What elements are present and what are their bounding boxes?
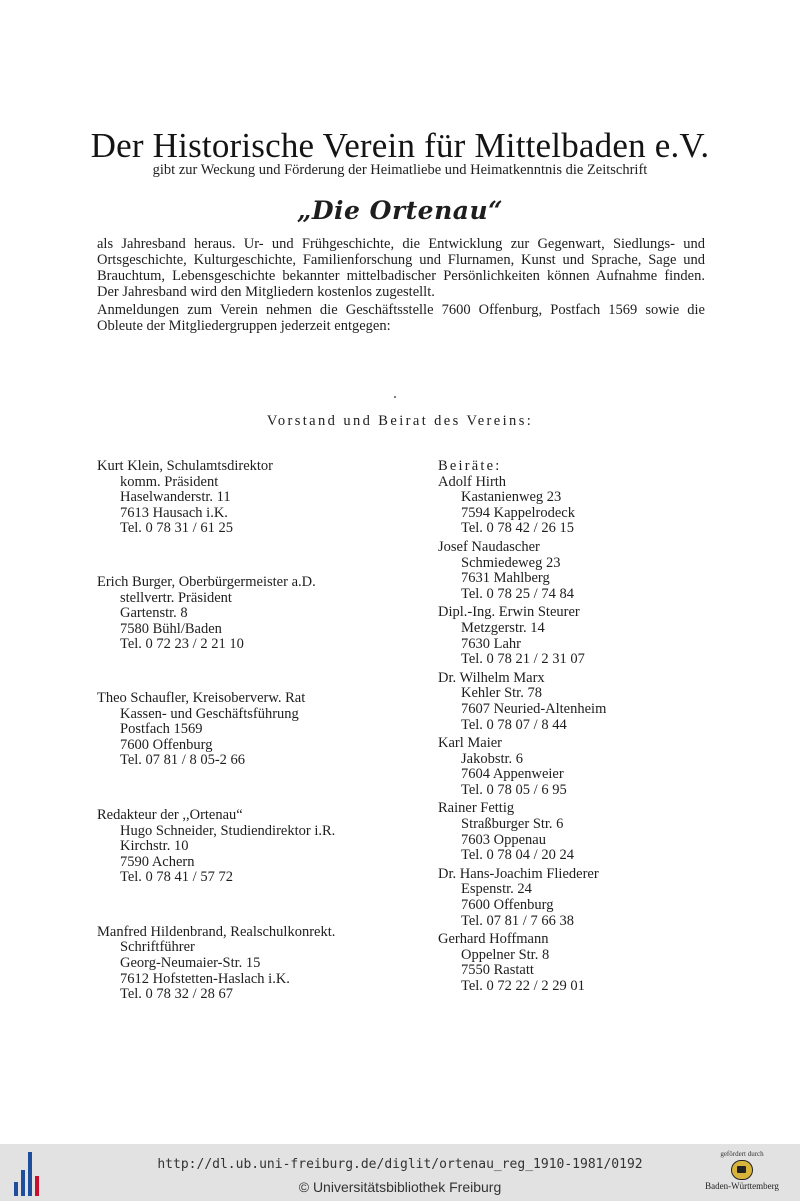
entry-line: Schmiedeweg 23 <box>461 554 561 571</box>
section-title: Vorstand und Beirat des Vereins: <box>266 413 534 429</box>
beirat-entry <box>438 540 758 602</box>
entry-line: 7580 Bühl/Baden <box>120 620 222 637</box>
entry-line: Tel. 0 78 42 / 26 15 <box>461 520 574 537</box>
vorstand-entry <box>97 459 417 537</box>
footer-bar <box>0 1144 800 1201</box>
entry-name: Manfred Hildenbrand, Realschulkonrekt. <box>97 923 336 940</box>
entry-line: Kastanienweg 23 <box>461 489 562 506</box>
entry-line: Oppelner Str. 8 <box>461 946 550 963</box>
copyright-notice: © Universitätsbibliothek Freiburg <box>298 1179 502 1195</box>
beirat-entry <box>438 801 758 863</box>
page-title: Der Historische Verein für Mittelbaden e.V. <box>90 126 710 165</box>
entry-line: Gartenstr. 8 <box>120 605 188 622</box>
vorstand-entry <box>97 691 417 769</box>
beirat-entry <box>438 605 758 667</box>
beirat-column <box>438 459 758 998</box>
entry-line: Schriftführer <box>120 939 195 956</box>
page-speck <box>394 396 396 398</box>
entry-name: Rainer Fettig <box>438 800 515 817</box>
entry-line: 7607 Neuried-Altenheim <box>461 700 607 717</box>
entry-line: Tel. 0 78 31 / 61 25 <box>120 520 233 537</box>
entry-line: 7600 Offenburg <box>461 897 554 914</box>
vorstand-entry <box>97 925 417 1003</box>
entry-name: Gerhard Hoffmann <box>438 931 549 948</box>
entry-line: Kehler Str. 78 <box>461 685 542 702</box>
entry-name: Erich Burger, Oberbürgermeister a.D. <box>97 573 316 590</box>
entry-line: Tel. 0 78 04 / 20 24 <box>461 847 574 864</box>
entry-name: Theo Schaufler, Kreisoberverw. Rat <box>97 689 306 706</box>
logo-caption: gefördert durch <box>720 1150 764 1158</box>
entry-line: 7594 Kappelrodeck <box>461 504 575 521</box>
entry-name: Redakteur der ,,Ortenau“ <box>97 806 243 823</box>
entry-line: komm. Präsident <box>120 473 219 490</box>
entry-line: 7630 Lahr <box>461 635 521 652</box>
entry-line: 7613 Hausach i.K. <box>120 504 228 521</box>
entry-name: Adolf Hirth <box>438 473 507 490</box>
entry-name: Dr. Hans-Joachim Fliederer <box>438 865 599 882</box>
entry-line: Tel. 0 72 22 / 2 29 01 <box>461 978 585 994</box>
entry-line: Georg-Neumaier-Str. 15 <box>120 955 261 972</box>
beirat-heading: Beiräte: <box>438 458 502 474</box>
beirat-entry <box>438 475 758 537</box>
entry-line: Tel. 07 81 / 7 66 38 <box>461 912 574 929</box>
entry-line: Tel. 0 72 23 / 2 21 10 <box>120 636 244 653</box>
logo-label: Baden-Württemberg <box>705 1181 779 1191</box>
entry-name: Kurt Klein, Schulamtsdirektor <box>97 458 273 474</box>
vorstand-entry <box>97 808 417 886</box>
entry-line: Haselwanderstr. 11 <box>120 489 231 506</box>
permalink-url[interactable]: http://dl.ub.uni-freiburg.de/diglit/ortenau_reg_1910-1981/0192 <box>157 1157 643 1172</box>
entry-line: Tel. 07 81 / 8 05-2 66 <box>120 752 246 769</box>
entry-line: Tel. 0 78 07 / 8 44 <box>461 716 567 733</box>
registration-paragraph: Anmeldungen zum Verein nehmen die Geschäftsstelle 7600 Offenburg, Postfach 1569 sowie die Obleute der Mitgliedergruppen jederzeit entgegen: <box>97 302 705 334</box>
page-subtitle: gibt zur Weckung und Förderung der Heimatliebe und Heimatkenntnis die Zeitschrift <box>152 162 648 178</box>
entry-line: Kirchstr. 10 <box>120 838 189 855</box>
entry-line: 7604 Appenweier <box>461 766 564 783</box>
entry-line: Metzgerstr. 14 <box>461 619 545 636</box>
entry-line: 7550 Rastatt <box>461 962 534 979</box>
entry-line: Tel. 0 78 21 / 2 31 07 <box>461 651 585 668</box>
journal-title: „Die Ortenau“ <box>297 196 503 225</box>
entry-line: Kassen- und Geschäftsführung <box>120 705 299 722</box>
entry-name: Dr. Wilhelm Marx <box>438 669 545 686</box>
intro-paragraph: als Jahresband heraus. Ur- und Frühgeschichte, die Entwicklung zur Gegenwart, Siedlungs- und Ortsgeschichte, Kulturgeschichte, Familienforschung und Flurnamen, Kunst und Sprache, Sage und Brauchtum, Lebensgeschichte bekannter mittelbadischer Persönlichkeiten können Aufnahme finden. Der Jahresband wird den Mitgliedern kostenlos zugestellt. <box>97 236 705 300</box>
entry-line: Espenstr. 24 <box>461 881 532 898</box>
beirat-entry <box>438 736 758 798</box>
baden-wuerttemberg-logo <box>696 1150 788 1191</box>
entry-name: Dipl.-Ing. Erwin Steurer <box>438 604 580 621</box>
entry-line: Tel. 0 78 32 / 28 67 <box>120 986 233 1003</box>
entry-line: Jakobstr. 6 <box>461 750 524 767</box>
entry-line: 7603 Oppenau <box>461 831 546 848</box>
entry-line: Tel. 0 78 25 / 74 84 <box>461 585 574 602</box>
vorstand-column <box>97 459 417 1003</box>
vorstand-entry <box>97 575 417 653</box>
entry-name: Karl Maier <box>438 735 503 752</box>
entry-line: Hugo Schneider, Studiendirektor i.R. <box>120 822 336 839</box>
entry-line: stellvertr. Präsident <box>120 589 232 606</box>
entry-line: 7590 Achern <box>120 853 195 870</box>
entry-line: 7631 Mahlberg <box>461 570 550 587</box>
entry-line: 7612 Hofstetten-Haslach i.K. <box>120 970 290 987</box>
entry-line: Postfach 1569 <box>120 721 203 738</box>
coat-of-arms-icon <box>731 1160 753 1180</box>
beirat-entry <box>438 671 758 733</box>
beirat-entry <box>438 867 758 929</box>
entry-name: Josef Naudascher <box>438 538 540 555</box>
entry-line: 7600 Offenburg <box>120 736 213 753</box>
beirat-entry <box>438 932 758 994</box>
entry-line: Tel. 0 78 41 / 57 72 <box>120 869 233 886</box>
entry-line: Tel. 0 78 05 / 6 95 <box>461 781 567 798</box>
entry-line: Straßburger Str. 6 <box>461 816 564 833</box>
